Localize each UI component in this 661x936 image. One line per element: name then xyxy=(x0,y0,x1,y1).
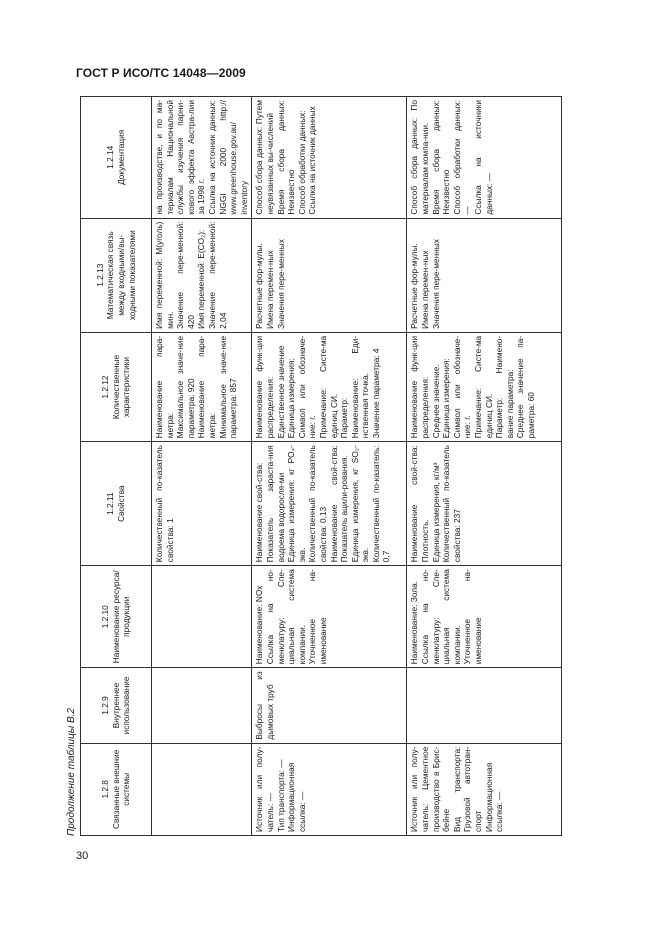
table-caption: Продолжение таблицы В.2 xyxy=(66,708,77,836)
cell-text: Информационная ссылка: — xyxy=(286,762,307,832)
cell-text: Уточненное на-именование xyxy=(462,569,483,665)
cell-text: Единица измерения, кг/м³ xyxy=(430,462,441,563)
cell-text: Единица измерения: кг PO₄-экв. xyxy=(286,445,307,563)
cell-text: Ссылка на но-менклатуру: Спе-циальная система компании. xyxy=(419,569,462,665)
table-cell xyxy=(152,218,252,332)
cell-text: Символ или обозначе-ние: г. xyxy=(451,335,473,439)
cell-text: Источник или полу-чатель: — xyxy=(254,746,275,832)
table-cell xyxy=(407,566,562,668)
table-cell xyxy=(152,566,252,668)
cell-text: Способ сбора данных: Путем неувязанных вы-числений xyxy=(254,100,275,215)
cell-text: Способ сбора данных: По материалам компа-нии. xyxy=(409,100,430,215)
table-cell xyxy=(252,332,407,441)
column-header-text: Свойства xyxy=(116,485,126,522)
cell-text: Наименование: Зола. xyxy=(409,580,420,665)
cell-text: Ссылка на источник данных: NGGI 2000 http:// www.greenhouse.gov.au/ inventory xyxy=(206,100,249,215)
cell-text: Уточненное на-именование xyxy=(307,569,328,665)
column-header-text: Количественные характеристики xyxy=(110,354,132,420)
table-cell xyxy=(407,743,562,835)
cell-text: Параметр: xyxy=(339,397,350,439)
column-header-text: 1.2.11 xyxy=(105,492,116,515)
cell-text: Среднее значение. xyxy=(430,364,441,439)
table-cell xyxy=(152,332,252,441)
column-header-5 xyxy=(81,332,152,441)
cell-text: Время сбора данных: Неизвестно xyxy=(275,100,297,215)
table-cell xyxy=(407,332,562,441)
rotated-table-area xyxy=(66,96,566,836)
cell-text: Имена перемен-ных xyxy=(264,250,275,329)
document-header: ГОСТ Р ИСО/ТС 14048—2009 xyxy=(76,66,246,80)
column-header-6 xyxy=(81,218,152,332)
cell-text: Значение пере-менной: 420 xyxy=(175,221,196,329)
table-cell xyxy=(152,743,252,835)
table-cell xyxy=(252,743,407,835)
column-header-text: Внутреннее использование xyxy=(110,676,132,735)
column-header-7 xyxy=(81,97,152,219)
cell-text: Примечание: Систе-ма единиц СИ. xyxy=(317,335,339,439)
cell-text: Значение параметра: 4 xyxy=(370,348,381,439)
cell-text: Единственное значение xyxy=(275,345,286,439)
cell-text: Значения пере-менных xyxy=(430,239,441,329)
cell-text: Способ обработки данных: xyxy=(296,110,307,215)
table-cell xyxy=(152,442,252,566)
cell-text: Количественный по-казатель свойства: 237 xyxy=(441,445,462,563)
cell-text: Вид транспорта: Грузовой автотран-спорт xyxy=(451,746,483,832)
cell-text: Имя переменной: M(уголь) мин. xyxy=(154,221,175,329)
cell-text: Единица измерения, кг SO₂-экв. xyxy=(349,445,371,563)
table-row xyxy=(407,97,562,836)
table-cell xyxy=(407,668,562,743)
table-cell xyxy=(152,97,252,219)
cell-text: Время сбора данных: Неизвестно xyxy=(430,100,452,215)
cell-text: Показатель зараста-ния водоема водоросля-ми xyxy=(264,445,286,563)
cell-text: Источник или полу-чатель: Цементное производство в Брис-бейне xyxy=(409,746,452,832)
cell-text: Наименование: Еди-нственная точка. xyxy=(349,335,371,439)
cell-text: Символ или обозначе-ние: г. xyxy=(296,335,318,439)
table-cell xyxy=(252,442,407,566)
cell-text: Значение пере-менной: 2,04 xyxy=(206,221,228,329)
cell-text: Ссылка на источники данных: — xyxy=(472,100,494,215)
cell-text: Расчетные фор-мулы. xyxy=(409,243,420,329)
cell-text: Наименование свой-ства: Показатель ацили-рования. xyxy=(328,445,350,563)
table-row xyxy=(152,97,252,836)
table-header-row xyxy=(81,97,152,836)
cell-text: Информационная ссылка: — xyxy=(483,762,505,832)
column-header-text: 1.2.8 xyxy=(100,780,111,799)
cell-text: Минимальное значе-ние параметра: 857 xyxy=(217,335,239,439)
cell-text: Наименование свой-ства: xyxy=(254,462,265,563)
column-header-text: 1.2.12 xyxy=(100,375,111,399)
cell-text: Максимальное значе-ние параметра: 920 xyxy=(175,335,196,439)
table-cell xyxy=(407,442,562,566)
cell-text: Наименование функ-ции распределения: xyxy=(409,335,430,439)
column-header-1 xyxy=(81,743,152,835)
table-cell xyxy=(252,218,407,332)
column-header-text: 1.2.10 xyxy=(100,605,111,629)
cell-text: Выбросы из дымовых труб xyxy=(254,671,275,740)
cell-text: Единица измерения: xyxy=(286,358,297,439)
column-header-3 xyxy=(81,566,152,668)
standard-table xyxy=(80,96,562,836)
cell-text: Способ обработки данных: — xyxy=(451,100,473,215)
column-header-text: Связанные внешние системы xyxy=(110,749,132,829)
cell-text: Значения пере-менных xyxy=(275,239,286,329)
cell-text: Имена перемен-ных xyxy=(419,250,430,329)
cell-text: Среднее значение па-раметра: 60 xyxy=(515,335,536,439)
cell-text: Примечание: Систе-ма единиц СИ. xyxy=(472,335,494,439)
column-header-text: Наименование ресурса/продукции xyxy=(110,570,132,664)
table-row xyxy=(252,97,407,836)
column-header-2 xyxy=(81,668,152,743)
page-number: 30 xyxy=(76,850,89,862)
column-header-text: 1.2.13 xyxy=(94,263,105,287)
column-header-text: Документация xyxy=(116,129,126,185)
cell-text: Расчетные фор-мулы. xyxy=(254,243,265,329)
cell-text: Наименование: NOx xyxy=(254,585,265,665)
cell-text: Тип транспорта: — xyxy=(275,759,286,832)
table-cell xyxy=(252,97,407,219)
cell-text: Наименование свой-ства: Плотность. xyxy=(409,445,430,563)
cell-text: Наименование функ-ции распределения: xyxy=(254,335,275,439)
cell-text: Количественный по-казатель свойства: 1 xyxy=(154,445,175,563)
cell-text: Имя переменной: E(CO₂): xyxy=(196,229,207,329)
cell-text: Наименование пара-метра: xyxy=(154,335,175,439)
cell-text: Количественный по-казатель: 0,7 xyxy=(370,445,392,563)
cell-text: Количественный по-казатель свойства: 0,13 xyxy=(307,445,328,563)
cell-text: Наименование пара-метра: xyxy=(196,335,217,439)
column-header-text: 1.2.9 xyxy=(100,696,111,715)
cell-text: на производстве, и по ма-териалам Национальной службы изучения парни-кового эффекта Австра-лии за 1998 г. xyxy=(154,100,207,215)
table-cell xyxy=(252,668,407,743)
cell-text: Параметр: Наимено-вание параметра: xyxy=(494,335,515,439)
table-cell xyxy=(152,668,252,743)
column-header-text: Математическая связь между входными/вы-ходными показателями xyxy=(105,230,137,321)
table-cell xyxy=(407,97,562,219)
table-cell xyxy=(407,218,562,332)
column-header-4 xyxy=(81,442,152,566)
cell-text: Единица измерения: xyxy=(441,358,452,439)
column-header-text: 1.2.14 xyxy=(105,145,116,169)
cell-text: Ссылка на источник данных xyxy=(307,106,318,215)
cell-text: Ссылка на но-менклатуру: Спе-циальная система компании. xyxy=(264,569,307,665)
table-cell xyxy=(252,566,407,668)
